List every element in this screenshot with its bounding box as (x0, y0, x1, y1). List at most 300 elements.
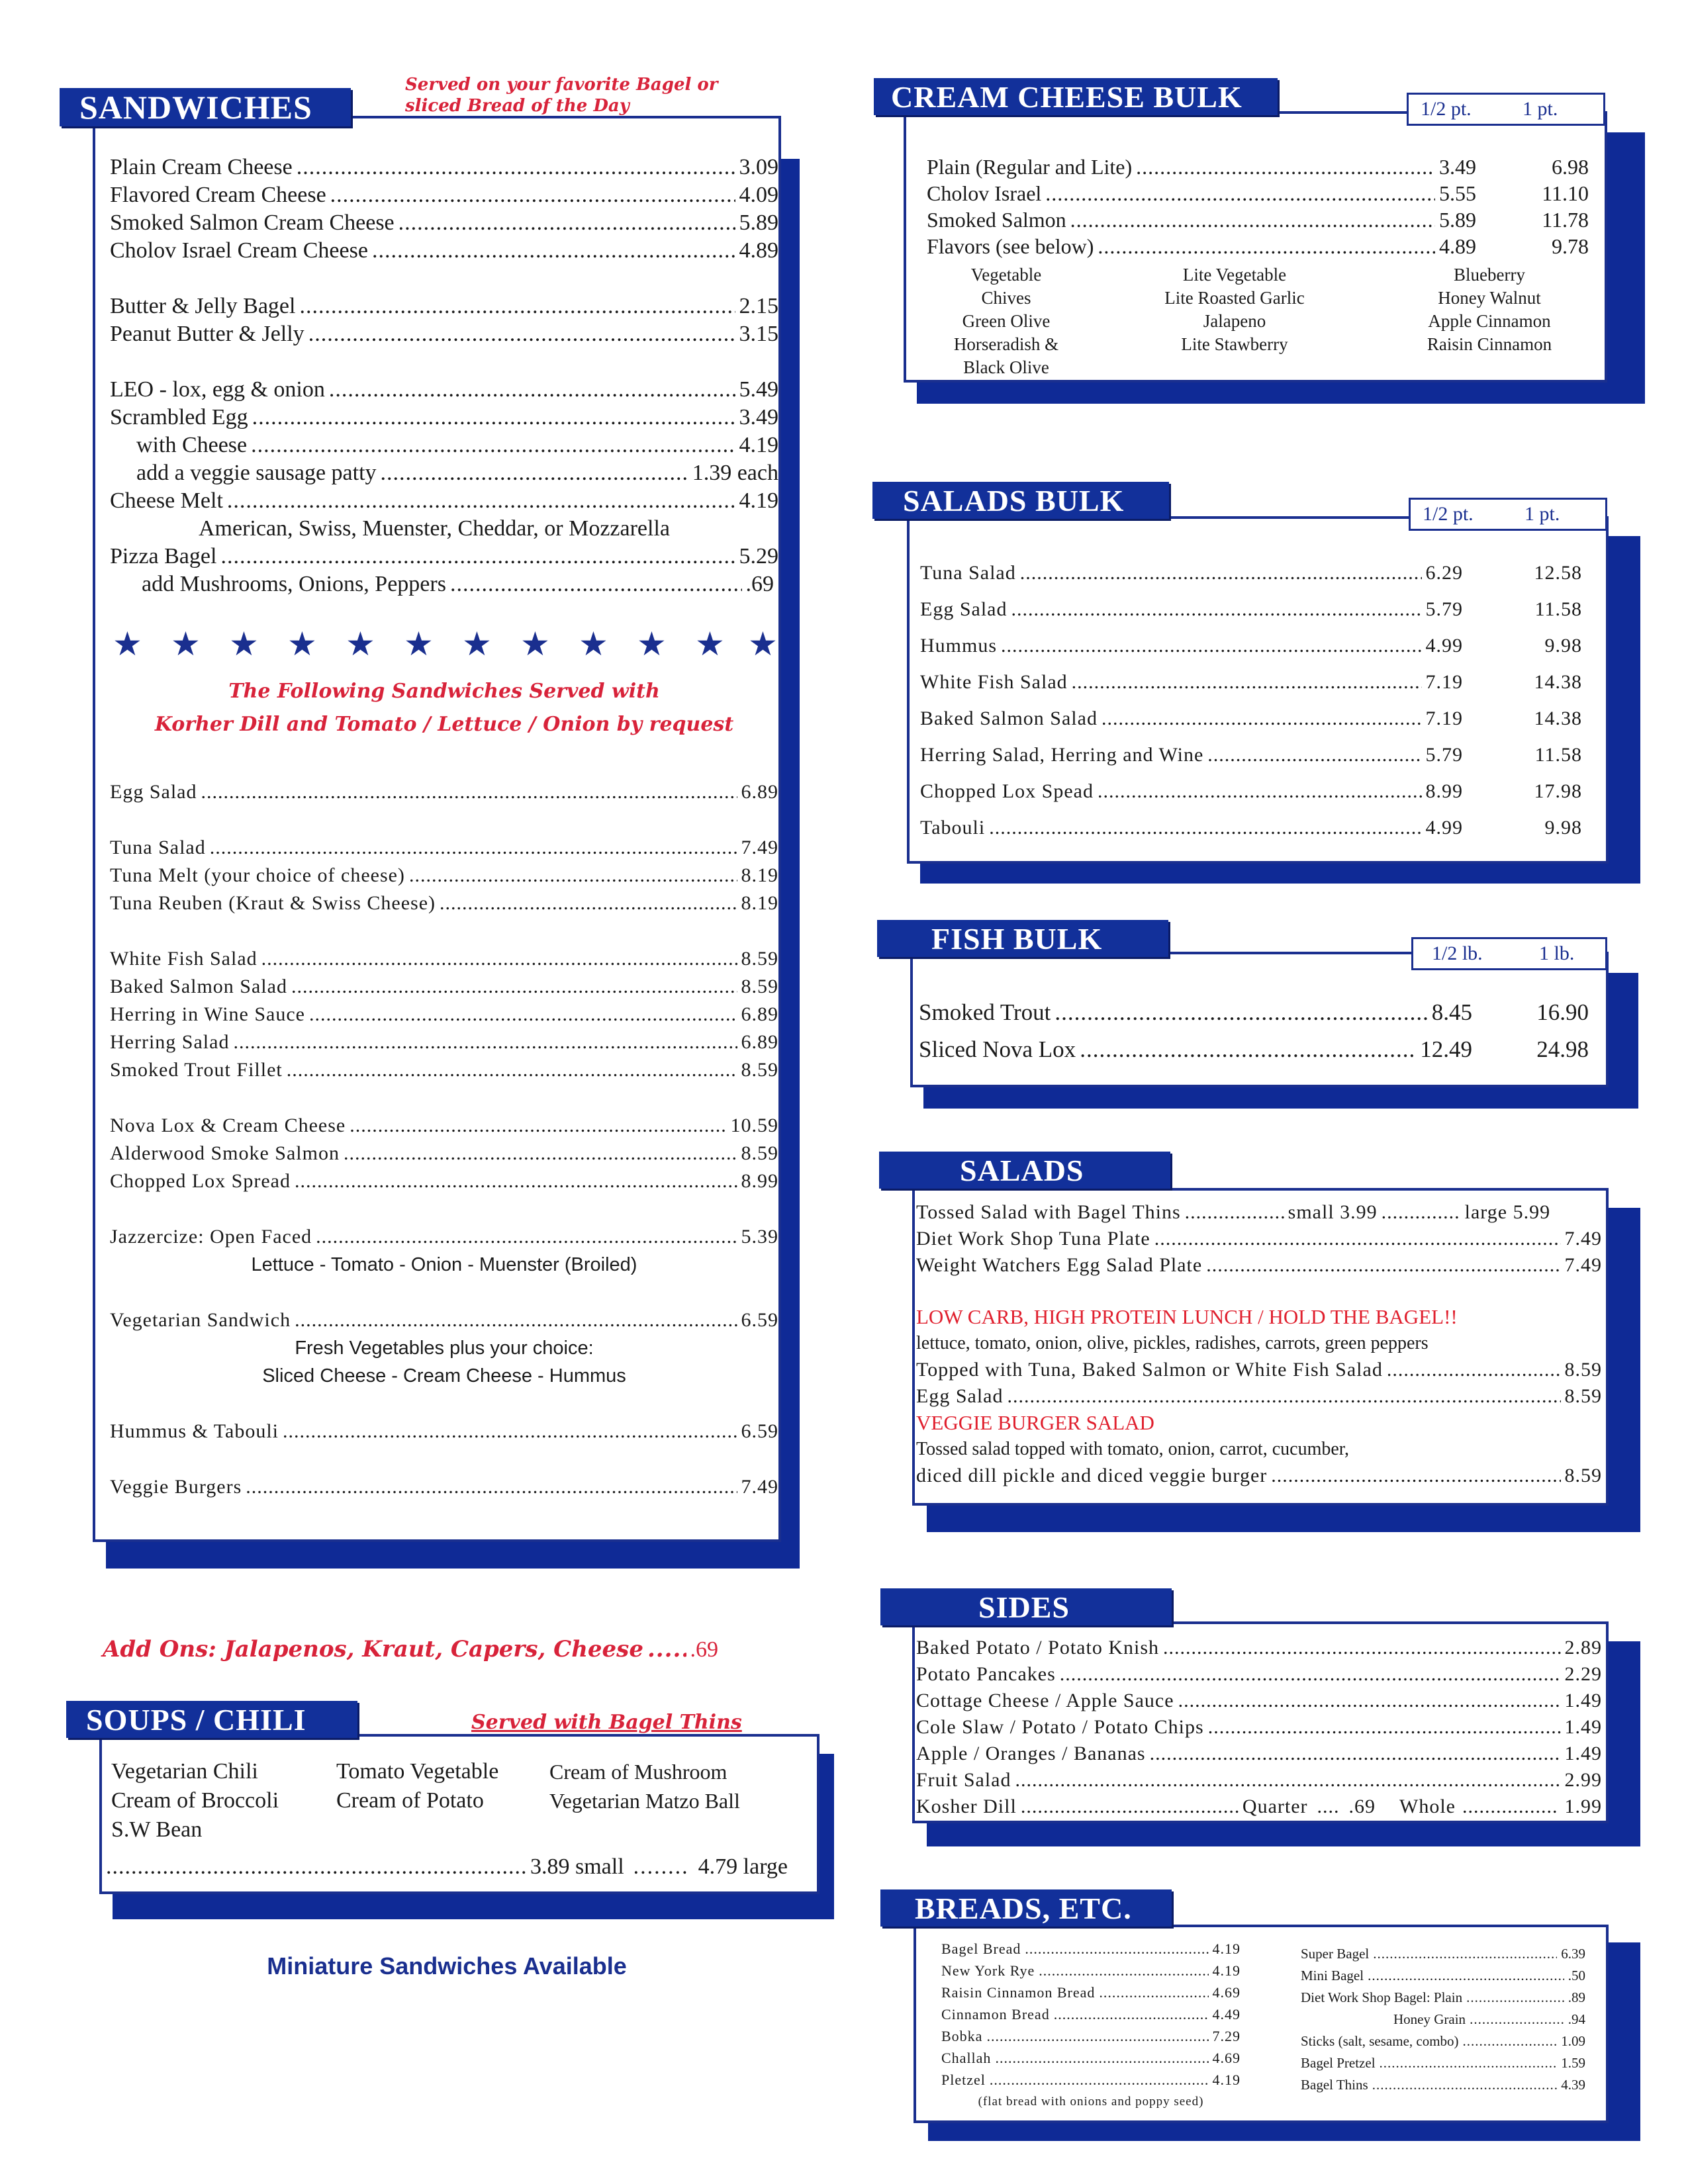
bulk-item (927, 154, 1589, 180)
item-name: Hummus (920, 635, 998, 657)
item-name: Smoked Salmon Cream Cheese (110, 210, 395, 235)
item-name: White Fish Salad (110, 948, 258, 970)
item-price: 6.59 (741, 1309, 778, 1331)
item-name: Egg Salad (916, 1385, 1004, 1407)
menu-item (110, 570, 774, 598)
star-icon: ★ (229, 625, 259, 662)
item-price: 8.59 (1564, 1385, 1602, 1407)
item-price: 5.89 (739, 210, 778, 235)
item-price: .69 (745, 572, 774, 596)
menu-item (110, 376, 778, 404)
item-price: 2.89 (1564, 1637, 1602, 1659)
soups-header: SOUPS / CHILI (66, 1701, 357, 1738)
menu-item (110, 1418, 778, 1445)
menu-item (110, 487, 778, 515)
bulk-item (920, 809, 1582, 846)
veggie-burger-salad-title: VEGGIE BURGER SALAD (916, 1411, 1154, 1434)
item-name: Mini Bagel (1301, 1968, 1364, 1983)
sandwiches-note-line2: sliced Bread of the Day (405, 96, 630, 116)
item-name: Chopped Lox Spread (110, 1170, 291, 1192)
breads-right-list (1301, 1943, 1585, 2096)
salads-bulk-col-header (1409, 498, 1607, 531)
menu-item (110, 293, 778, 320)
star-icon: ★ (462, 625, 492, 662)
item-name: Topped with Tuna, Baked Salmon or White Fish Salad (916, 1359, 1383, 1381)
star-icon: ★ (748, 625, 778, 662)
item-name: White Fish Salad (920, 671, 1068, 693)
item-name: Cholov Israel Cream Cheese (110, 238, 368, 263)
item-price: 1.39 each (692, 461, 778, 485)
item-name: Weight Watchers Egg Salad Plate (916, 1254, 1203, 1276)
menu-item (110, 945, 778, 973)
soup-item: Vegetarian Matzo Ball (549, 1789, 740, 1813)
item-name: Sticks (salt, sesame, combo) (1301, 2033, 1459, 2049)
item-name: Egg Salad (920, 598, 1008, 620)
bread-item (941, 2003, 1241, 2025)
item-half-price: 5.79 (1425, 744, 1463, 766)
soup-item: Tomato Vegetable (336, 1759, 499, 1784)
menu-item (110, 862, 778, 889)
soup-item: Cream of Broccoli (111, 1788, 279, 1813)
bread-item (941, 1981, 1241, 2003)
item-half-price: 8.99 (1425, 780, 1463, 802)
side-item (916, 1714, 1602, 1741)
addons-label: Add Ons: Jalapenos, Kraut, Capers, Cheese (103, 1636, 643, 1662)
item-name: add Mushrooms, Onions, Peppers (142, 572, 446, 596)
flavors-col2 (1135, 263, 1334, 356)
salad-item (916, 1463, 1602, 1489)
item-price: .89 (1568, 1989, 1585, 2005)
soup-item: Cream of Mushroom (549, 1760, 727, 1784)
bulk-item (927, 206, 1589, 233)
flavors-col1 (927, 263, 1086, 379)
salads-bulk-list (920, 555, 1582, 846)
menu-item (110, 1140, 778, 1167)
cream-cheese-header: CREAM CHEESE BULK (874, 78, 1278, 115)
menu-item (110, 404, 778, 432)
soups-col2 (336, 1757, 498, 1815)
bread-item (1301, 2074, 1585, 2096)
item-name: Super Bagel (1301, 1946, 1370, 1962)
bulk-item (920, 773, 1582, 809)
item-name: Challah (941, 2050, 992, 2066)
item-price: 4.89 (739, 238, 778, 263)
item-name: Flavored Cream Cheese (110, 183, 326, 207)
menu-item (110, 432, 778, 459)
item-name: Tossed Salad with Bagel Thins (916, 1201, 1181, 1223)
sandwiches-list-bottom (110, 778, 778, 1501)
bulk-item (920, 700, 1582, 737)
item-price: 10.59 (730, 1115, 778, 1136)
item-half-price: 4.99 (1425, 817, 1463, 839)
menu-item (110, 154, 778, 181)
item-price: 2.99 (1564, 1769, 1602, 1791)
item-price: 7.49 (1564, 1254, 1602, 1276)
menu-item (110, 1473, 778, 1501)
item-name: add a veggie sausage patty (136, 461, 377, 485)
vegetarian-desc2: Sliced Cheese - Cream Cheese - Hummus (262, 1365, 626, 1387)
bread-item (1301, 2052, 1585, 2074)
bulk-item (927, 180, 1589, 206)
item-full-price: 9.98 (1544, 635, 1582, 657)
star-icon: ★ (287, 625, 317, 662)
item-name: Peanut Butter & Jelly (110, 322, 305, 346)
sides-header: SIDES (880, 1588, 1172, 1625)
pletzel-note: (flat bread with onions and poppy seed) (978, 2095, 1204, 2109)
flavor-item: Green Olive (962, 311, 1051, 331)
item-name: Bagel Bread (941, 1940, 1021, 1957)
soup-item: S.W Bean (111, 1817, 203, 1842)
vegetarian-desc1: Fresh Vegetables plus your choice: (295, 1338, 594, 1359)
item-full-price: 14.38 (1534, 707, 1582, 729)
menu-item (110, 973, 778, 1001)
item-price: 4.09 (739, 183, 778, 207)
item-large-price: large 5.99 (1464, 1201, 1551, 1223)
breads-left-list (941, 1938, 1241, 2113)
item-name: Nova Lox & Cream Cheese (110, 1115, 346, 1136)
item-price: 7.29 (1212, 2028, 1241, 2044)
salad-item (916, 1357, 1602, 1383)
star-icon: ★ (171, 625, 201, 662)
bulk-item (919, 994, 1589, 1031)
item-name: Chopped Lox Spead (920, 780, 1094, 802)
col-full-label: 1 lb. (1539, 942, 1575, 964)
item-full-price: 11.58 (1534, 598, 1582, 620)
bulk-item (920, 555, 1582, 591)
item-half-price: 3.49 (1439, 155, 1476, 179)
item-name: Honey Grain (1393, 2011, 1466, 2027)
item-name: Tuna Salad (110, 837, 206, 858)
item-half-price: 8.45 (1431, 999, 1472, 1025)
item-name: New York Rye (941, 1962, 1035, 1979)
item-name: Veggie Burgers (110, 1476, 242, 1498)
item-name: Cheese Melt (110, 488, 223, 513)
bread-item (941, 1938, 1241, 1960)
side-item (916, 1688, 1602, 1714)
item-name: Tuna Salad (920, 562, 1016, 584)
menu-item (110, 1223, 778, 1251)
bulk-item (927, 233, 1589, 259)
side-item (916, 1661, 1602, 1688)
item-half-price: 7.19 (1425, 671, 1463, 693)
menu-item (110, 237, 778, 265)
menu-item (110, 1112, 778, 1140)
flavor-item: Raisin Cinnamon (1427, 334, 1552, 354)
item-name: Herring Salad (110, 1031, 230, 1053)
addons-line (103, 1636, 718, 1662)
item-name: LEO - lox, egg & onion (110, 377, 325, 402)
item-name: Sliced Nova Lox (919, 1036, 1076, 1062)
item-price: 4.69 (1212, 1984, 1241, 2001)
item-price: 5.29 (739, 544, 778, 569)
item-name: Smoked Salmon (927, 208, 1066, 232)
soup-item: Cream of Potato (336, 1788, 484, 1813)
item-price: .50 (1568, 1968, 1585, 1983)
sides-list (916, 1635, 1602, 1820)
fish-bulk-header: FISH BULK (877, 920, 1168, 957)
item-full-price: 6.98 (1552, 155, 1589, 179)
star-icon: ★ (113, 625, 142, 662)
item-name: Fruit Salad (916, 1769, 1011, 1791)
item-price: 4.49 (1212, 2006, 1241, 2023)
item-price: 4.19 (739, 488, 778, 513)
menu-item (110, 209, 778, 237)
item-price: 5.49 (739, 377, 778, 402)
item-price: 8.19 (741, 864, 778, 886)
salads-bulk-header: SALADS BULK (872, 482, 1169, 519)
sandwiches-note (405, 74, 718, 116)
soups-col1 (111, 1757, 279, 1844)
item-price: 4.69 (1212, 2050, 1241, 2066)
item-price: 7.49 (741, 837, 778, 858)
item-name: Flavors (see below) (927, 234, 1094, 258)
item-name: Butter & Jelly Bagel (110, 294, 296, 318)
sandwiches-shadow-bottom (106, 1542, 800, 1569)
item-half-price: 4.89 (1439, 234, 1476, 258)
bread-item (941, 1960, 1241, 1981)
bread-item (1301, 1987, 1585, 2009)
star-icon: ★ (637, 625, 667, 662)
soups-price-large: 4.79 large (698, 1854, 788, 1879)
item-price: 6.39 (1561, 1946, 1585, 1962)
item-full-price: 9.78 (1552, 234, 1589, 258)
item-name: Cole Slaw / Potato / Potato Chips (916, 1716, 1204, 1738)
item-price: 4.19 (1212, 2071, 1241, 2088)
item-full-price: 11.10 (1542, 181, 1589, 205)
item-name: Potato Pancakes (916, 1663, 1056, 1685)
flavors-col3 (1390, 263, 1589, 356)
cream-cheese-col-header (1407, 93, 1605, 126)
menu-item (110, 889, 778, 917)
item-name: Cholov Israel (927, 181, 1042, 205)
item-price: 8.59 (1564, 1359, 1602, 1381)
item-name: Smoked Trout Fillet (110, 1059, 283, 1081)
cream-cheese-list (927, 154, 1589, 259)
sandwiches-note-line1: Served on your favorite Bagel or (405, 75, 718, 95)
soups-price-line: ..... 3.89 small ........ 4.79 large (106, 1854, 788, 1880)
low-carb-title: LOW CARB, HIGH PROTEIN LUNCH / HOLD THE BAGEL!! (916, 1305, 1458, 1328)
flavor-item: Jalapeno (1203, 311, 1266, 331)
menu-item (110, 181, 778, 209)
item-half-price: 4.99 (1425, 635, 1463, 657)
item-half-price: 5.89 (1439, 208, 1476, 232)
item-price: 3.09 (739, 155, 778, 179)
item-name: Baked Salmon Salad (920, 707, 1098, 729)
veggie-burger-salad-desc: Tossed salad topped with tomato, onion, carrot, cucumber, (916, 1439, 1349, 1459)
item-name: Apple / Oranges / Bananas (916, 1743, 1146, 1764)
flavor-item: Blueberry (1454, 265, 1525, 285)
item-name: Smoked Trout (919, 999, 1051, 1025)
item-name: Bobka (941, 2028, 983, 2044)
star-icon: ★ (579, 625, 608, 662)
star-icon: ★ (404, 625, 434, 662)
item-name: Jazzercize: Open Faced (110, 1226, 312, 1248)
miniature-note: Miniature Sandwiches Available (267, 1952, 627, 1979)
item-name: Pizza Bagel (110, 544, 217, 569)
bulk-item (920, 591, 1582, 627)
item-price: 6.89 (741, 781, 778, 803)
item-price: 4.19 (739, 433, 778, 457)
item-price: 8.59 (741, 1142, 778, 1164)
item-price: 1.09 (1561, 2033, 1585, 2049)
bulk-item (920, 627, 1582, 664)
flavor-item: Chives (981, 288, 1031, 308)
col-half-label: 1/2 pt. (1421, 98, 1472, 120)
dill-whole-price: 1.99 (1564, 1796, 1602, 1817)
item-half-price: 5.79 (1425, 598, 1463, 620)
item-name: Bagel Thins (1301, 2077, 1368, 2093)
salads-list (916, 1199, 1602, 1489)
salad-item (916, 1383, 1602, 1410)
following-note (110, 675, 778, 741)
item-name: Herring Salad, Herring and Wine (920, 744, 1204, 766)
flavor-item: Vegetable (970, 265, 1042, 285)
bulk-item (920, 664, 1582, 700)
item-price: 1.59 (1561, 2055, 1585, 2071)
bulk-item (920, 737, 1582, 773)
soup-item: Vegetarian Chili (111, 1759, 258, 1784)
item-full-price: 9.98 (1544, 817, 1582, 839)
side-item-kosher-dill: Kosher Dill ..... Quarter .... .69 Whole ................. 1.99 (916, 1794, 1602, 1820)
salad-item (916, 1252, 1602, 1279)
side-item (916, 1767, 1602, 1794)
star-icon: ★ (520, 625, 550, 662)
item-name: Raisin Cinnamon Bread (941, 1984, 1096, 2001)
item-name: Tuna Melt (your choice of cheese) (110, 864, 405, 886)
following-note-line2: Korher Dill and Tomato / Lettuce / Onion by request (154, 713, 734, 736)
item-price: 4.19 (1212, 1940, 1241, 1957)
sandwiches-header: SANDWICHES (60, 88, 351, 126)
item-full-price: 24.98 (1536, 1036, 1589, 1062)
dill-quarter-price: .69 (1348, 1796, 1376, 1817)
bread-item (1301, 2030, 1585, 2052)
item-name: Alderwood Smoke Salmon (110, 1142, 340, 1164)
item-name: with Cheese (136, 433, 248, 457)
flavor-item: Horseradish & (953, 334, 1059, 354)
bread-item (1301, 2009, 1585, 2030)
item-price: 1.49 (1564, 1716, 1602, 1738)
menu-item (110, 1056, 778, 1084)
item-price: 4.19 (1212, 1962, 1241, 1979)
star-icon: ★ (695, 625, 725, 662)
salad-item (916, 1226, 1602, 1252)
item-name: Plain (Regular and Lite) (927, 155, 1133, 179)
menu-item (110, 543, 778, 570)
bread-item (941, 2025, 1241, 2047)
item-name: Scrambled Egg (110, 405, 248, 430)
menu-item (110, 834, 778, 862)
low-carb-desc: lettuce, tomato, onion, olive, pickles, radishes, carrots, green peppers (916, 1333, 1429, 1353)
item-name: Hummus & Tabouli (110, 1420, 279, 1442)
fish-bulk-col-header (1411, 937, 1607, 970)
item-full-price: 16.90 (1536, 999, 1589, 1025)
item-price: .94 (1568, 2011, 1585, 2027)
item-full-price: 14.38 (1534, 671, 1582, 693)
salad-item (916, 1199, 1602, 1226)
menu-item (110, 1306, 778, 1334)
item-name: diced dill pickle and diced veggie burger (916, 1465, 1268, 1486)
item-price: 8.59 (741, 1059, 778, 1081)
item-price: 8.99 (741, 1170, 778, 1192)
flavor-item: Lite Vegetable (1182, 265, 1287, 285)
menu-item (110, 320, 778, 348)
item-price: 3.49 (739, 405, 778, 430)
item-price: 6.59 (741, 1420, 778, 1442)
item-small-price: small 3.99 (1288, 1201, 1378, 1223)
flavor-item: Lite Roasted Garlic (1164, 288, 1305, 308)
col-half-label: 1/2 pt. (1423, 503, 1474, 525)
item-name: Cinnamon Bread (941, 2006, 1050, 2023)
item-price: 8.59 (1564, 1465, 1602, 1486)
menu-item (110, 1001, 778, 1028)
col-half-label: 1/2 lb. (1432, 942, 1483, 964)
item-full-price: 11.78 (1542, 208, 1589, 232)
breads-header: BREADS, ETC. (880, 1889, 1172, 1927)
item-name: Diet Work Shop Tuna Plate (916, 1228, 1150, 1250)
item-price: 4.39 (1561, 2077, 1585, 2093)
following-note-line1: The Following Sandwiches Served with (228, 680, 660, 703)
item-name: Baked Salmon Salad (110, 976, 287, 997)
fish-bulk-list (919, 994, 1589, 1068)
item-price: 6.89 (741, 1031, 778, 1053)
item-price: 7.49 (1564, 1228, 1602, 1250)
bulk-item (919, 1031, 1589, 1068)
item-name: Baked Potato / Potato Knish (916, 1637, 1159, 1659)
item-price: 8.59 (741, 976, 778, 997)
item-price: 8.19 (741, 892, 778, 914)
item-name: Cottage Cheese / Apple Sauce (916, 1690, 1174, 1711)
menu-item (110, 459, 778, 487)
sandwiches-list-top (110, 154, 778, 598)
item-full-price: 11.58 (1534, 744, 1582, 766)
item-full-price: 17.98 (1534, 780, 1582, 802)
item-name: Herring in Wine Sauce (110, 1003, 305, 1025)
jazzercize-desc: Lettuce - Tomato - Onion - Muenster (Broiled) (251, 1254, 637, 1275)
item-name: Egg Salad (110, 781, 197, 803)
menu-item (110, 1167, 778, 1195)
item-name: Tabouli (920, 817, 986, 839)
item-name: Diet Work Shop Bagel: Plain (1301, 1989, 1463, 2005)
item-price: 3.15 (739, 322, 778, 346)
flavor-item: Apple Cinnamon (1428, 311, 1551, 331)
menu-item (110, 1028, 778, 1056)
item-half-price: 7.19 (1425, 707, 1463, 729)
flavor-item: Honey Walnut (1438, 288, 1541, 308)
bread-item (1301, 1965, 1585, 1987)
side-item (916, 1741, 1602, 1767)
item-half-price: 5.55 (1439, 181, 1476, 205)
item-price: 6.89 (741, 1003, 778, 1025)
item-price: 8.59 (741, 948, 778, 970)
item-half-price: 12.49 (1420, 1036, 1472, 1062)
item-price: 2.29 (1564, 1663, 1602, 1685)
item-full-price: 12.58 (1534, 562, 1582, 584)
side-item (916, 1635, 1602, 1661)
salads-header: SALADS (879, 1152, 1170, 1189)
col-full-label: 1 pt. (1524, 503, 1560, 525)
item-name: Tuna Reuben (Kraut & Swiss Cheese) (110, 892, 436, 914)
cheese-options: American, Swiss, Muenster, Cheddar, or Mozzarella (198, 516, 670, 541)
item-name: Pletzel (941, 2071, 986, 2088)
item-price: 1.49 (1564, 1743, 1602, 1764)
flavor-item: Lite Stawberry (1181, 334, 1288, 354)
bread-item (941, 2069, 1241, 2091)
item-name: Bagel Pretzel (1301, 2055, 1376, 2071)
soups-note: Served with Bagel Thins (471, 1711, 742, 1734)
item-price: 5.39 (741, 1226, 778, 1248)
dill-whole-label: Whole (1399, 1796, 1456, 1817)
addons-price: .69 (690, 1637, 718, 1662)
